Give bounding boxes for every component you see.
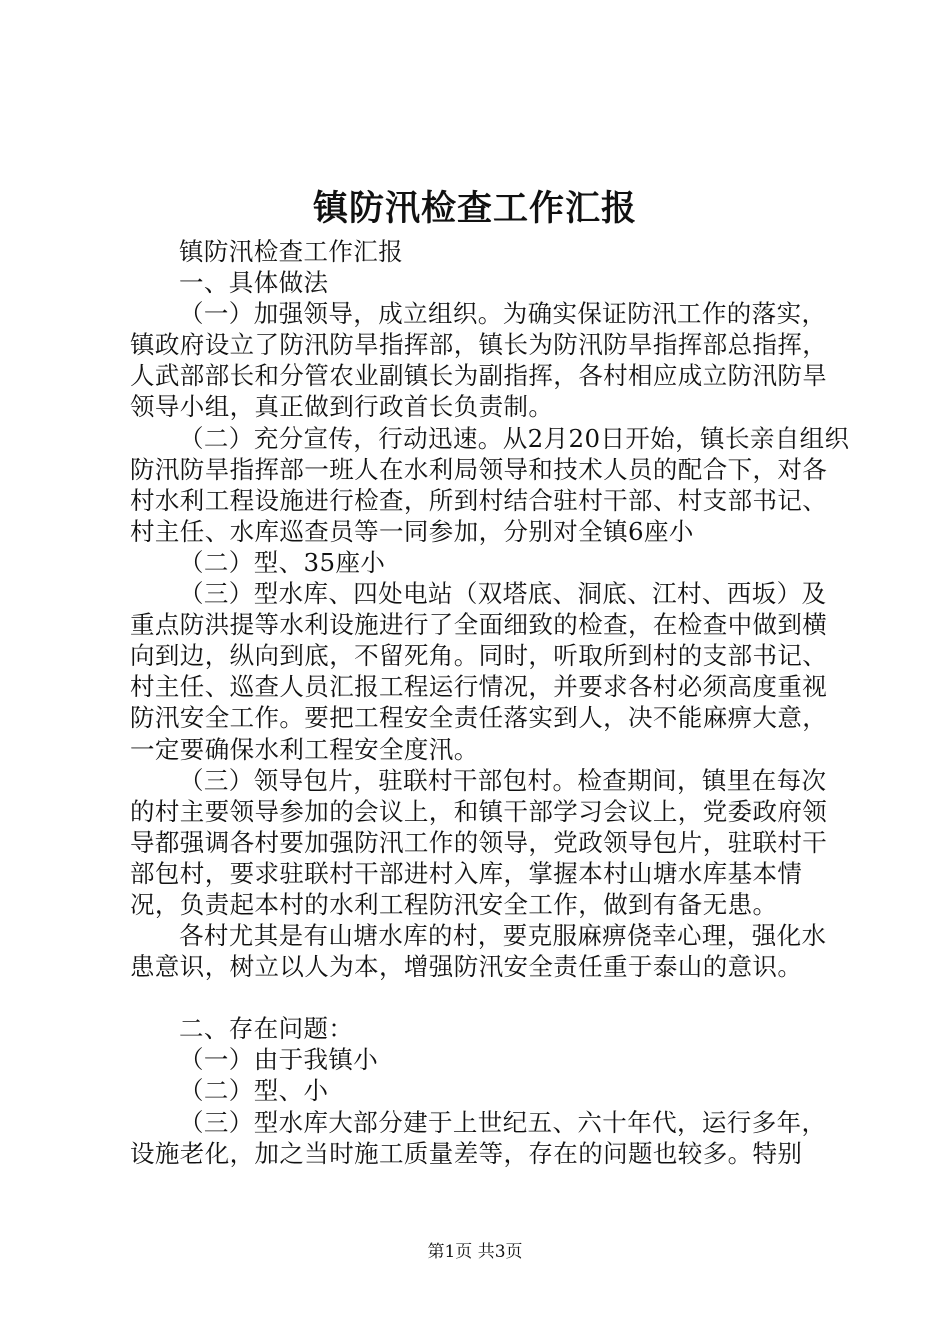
paragraph: （二）型、小 [179,1076,329,1106]
document-title: 镇防汛检查工作汇报 [312,188,637,229]
paragraph: （二）充分宣传，行动迅速。从2月20日开始，镇长亲自组织防汛防旱指挥部一班人在水利局领导和技术人员的配合下，对各村水利工程设施进行检查，所到村结合驻村干部、村支部书记、村主任、水库巡查员等一同参加，分别对全镇6座小 [130,423,850,546]
paragraph: （二）型、35座小 [179,547,386,577]
document-body [130,236,850,1169]
section-heading-2: 二、存在问题： [179,1014,354,1044]
paragraph: （一）由于我镇小 [179,1045,379,1075]
paragraph: （一）加强领导，成立组织。为确实保证防汛工作的落实，镇政府设立了防汛防旱指挥部，镇长为防汛防旱指挥部总指挥，人武部部长和分管农业副镇长为副指挥，各村相应成立防汛防旱领导小组，真正做到行政首长负责制。 [130,299,828,422]
paragraph: （三）型水库大部分建于上世纪五、六十年代，运行多年，设施老化，加之当时施工质量差等，存在的问题也较多。特别 [130,1107,827,1168]
paragraph-subtitle: 镇防汛检查工作汇报 [179,237,404,266]
paragraph-gap [130,982,850,1013]
page-footer: 第1页 共3页 [427,1242,523,1262]
section-heading-1: 一、具体做法 [179,268,329,298]
paragraph: 各村尤其是有山塘水库的村，要克服麻痹侥幸心理，强化水患意识，树立以人为本，增强防汛安全责任重于泰山的意识。 [130,921,827,982]
paragraph: （三）型水库、四处电站（双塔底、洞底、江村、西坂）及重点防洪提等水利设施进行了全面细致的检查，在检查中做到横向到边，纵向到底，不留死角。同时，听取所到村的支部书记、村主任、巡查人员汇报工程运行情况，并要求各村必须高度重视防汛安全工作。要把工程安全责任落实到人，决不能麻痹大意，一定要确保水利工程安全度汛。 [130,579,828,764]
paragraph: （三）领导包片，驻联村干部包村。检查期间，镇里在每次的村主要领导参加的会议上，和镇干部学习会议上，党委政府领导都强调各村要加强防汛工作的领导，党政领导包片，驻联村干部包村，要求驻联村干部进村入库，掌握本村山塘水库基本情况，负责起本村的水利工程防汛安全工作，做到有备无患。 [130,765,828,919]
